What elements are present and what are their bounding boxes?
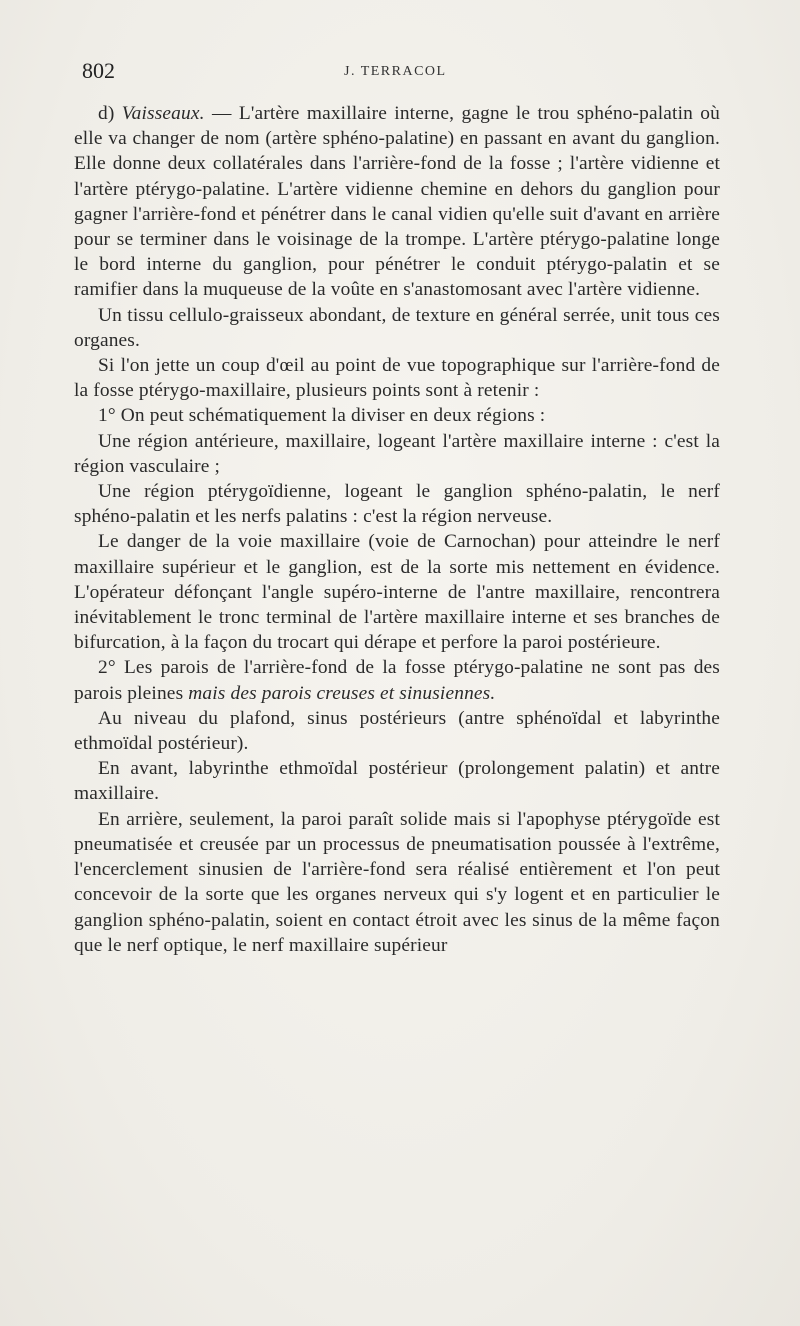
- paragraph: En arrière, seulement, la paroi paraît solide mais si l'apophyse ptérygoïde est pneumatisée et creusée par un processus de pneumatisation poussée à l'extrême, l'encerclement sinusien de l'arrière-fond sera réalisé entièrement et l'on peut concevoir de la sorte que les organes nerveux qui s'y logent et en particulier le ganglion sphéno-palatin, soient en contact étroit avec les sinus de la même façon que le nerf optique, le nerf maxillaire supérieur: [74, 808, 720, 956]
- paragraph: Une région antérieure, maxillaire, logeant l'artère maxillaire interne : c'est la région vasculaire ;: [74, 430, 720, 477]
- page-number: 802: [82, 58, 115, 83]
- body-text: [74, 101, 720, 958]
- running-head: J. TERRACOL: [344, 64, 447, 79]
- paragraph: Une région ptérygoïdienne, logeant le ganglion sphéno-palatin, le nerf sphéno-palatin et les nerfs palatins : c'est la région nerveuse.: [74, 481, 720, 528]
- paragraph: Un tissu cellulo-graisseux abondant, de texture en général serrée, unit tous ces organes.: [74, 304, 720, 351]
- paragraph: Au niveau du plafond, sinus postérieurs (antre sphénoïdal et labyrinthe ethmoïdal postérieur).: [74, 707, 720, 755]
- page-header: [82, 58, 722, 88]
- paragraph: En avant, labyrinthe ethmoïdal postérieur (prolongement palatin) et antre maxillaire.: [74, 758, 720, 805]
- paragraph-parois: 2° Les parois de l'arrière-fond de la fosse ptérygo-palatine ne sont pas des parois pleines mais des parois creuses et sinusiennes.: [74, 657, 720, 704]
- paragraph: Le danger de la voie maxillaire (voie de Carnochan) pour atteindre le nerf maxillaire supérieur et le ganglion, est de la sorte mis nettement en évidence. L'opérateur défonçant l'angle supéro-interne de l'antre maxillaire, rencontrera inévitablement le tronc terminal de l'artère maxillaire interne et ses branches de bifurcation, à la façon du trocart qui dérape et perfore la paroi postérieure.: [74, 531, 720, 654]
- paragraph: Si l'on jette un coup d'œil au point de vue topographique sur l'arrière-fond de la fosse ptérygo-maxillaire, plusieurs points sont à retenir :: [74, 355, 720, 402]
- paragraph-vaisseaux: d) Vaisseaux. — L'artère maxillaire interne, gagne le trou sphéno-palatin où elle va changer de nom (artère sphéno-palatine) en passant en avant du ganglion. Elle donne deux collatérales dans l'arrière-fond de la fosse ; l'artère vidienne et l'artère ptérygo-palatine. L'artère vidienne chemine en dehors du ganglion pour gagner l'arrière-fond et pénétrer dans le canal vidien qu'elle suit d'avant en arrière pour se terminer dans le voisinage de la trompe. L'artère ptérygo-palatine longe le bord interne du ganglion, pour pénétrer le conduit ptérygo-palatin et se ramifier dans la muqueuse de la voûte en s'anastomosant avec l'artère vidienne.: [74, 103, 720, 301]
- paragraph: 1° On peut schématiquement la diviser en deux régions :: [98, 405, 546, 427]
